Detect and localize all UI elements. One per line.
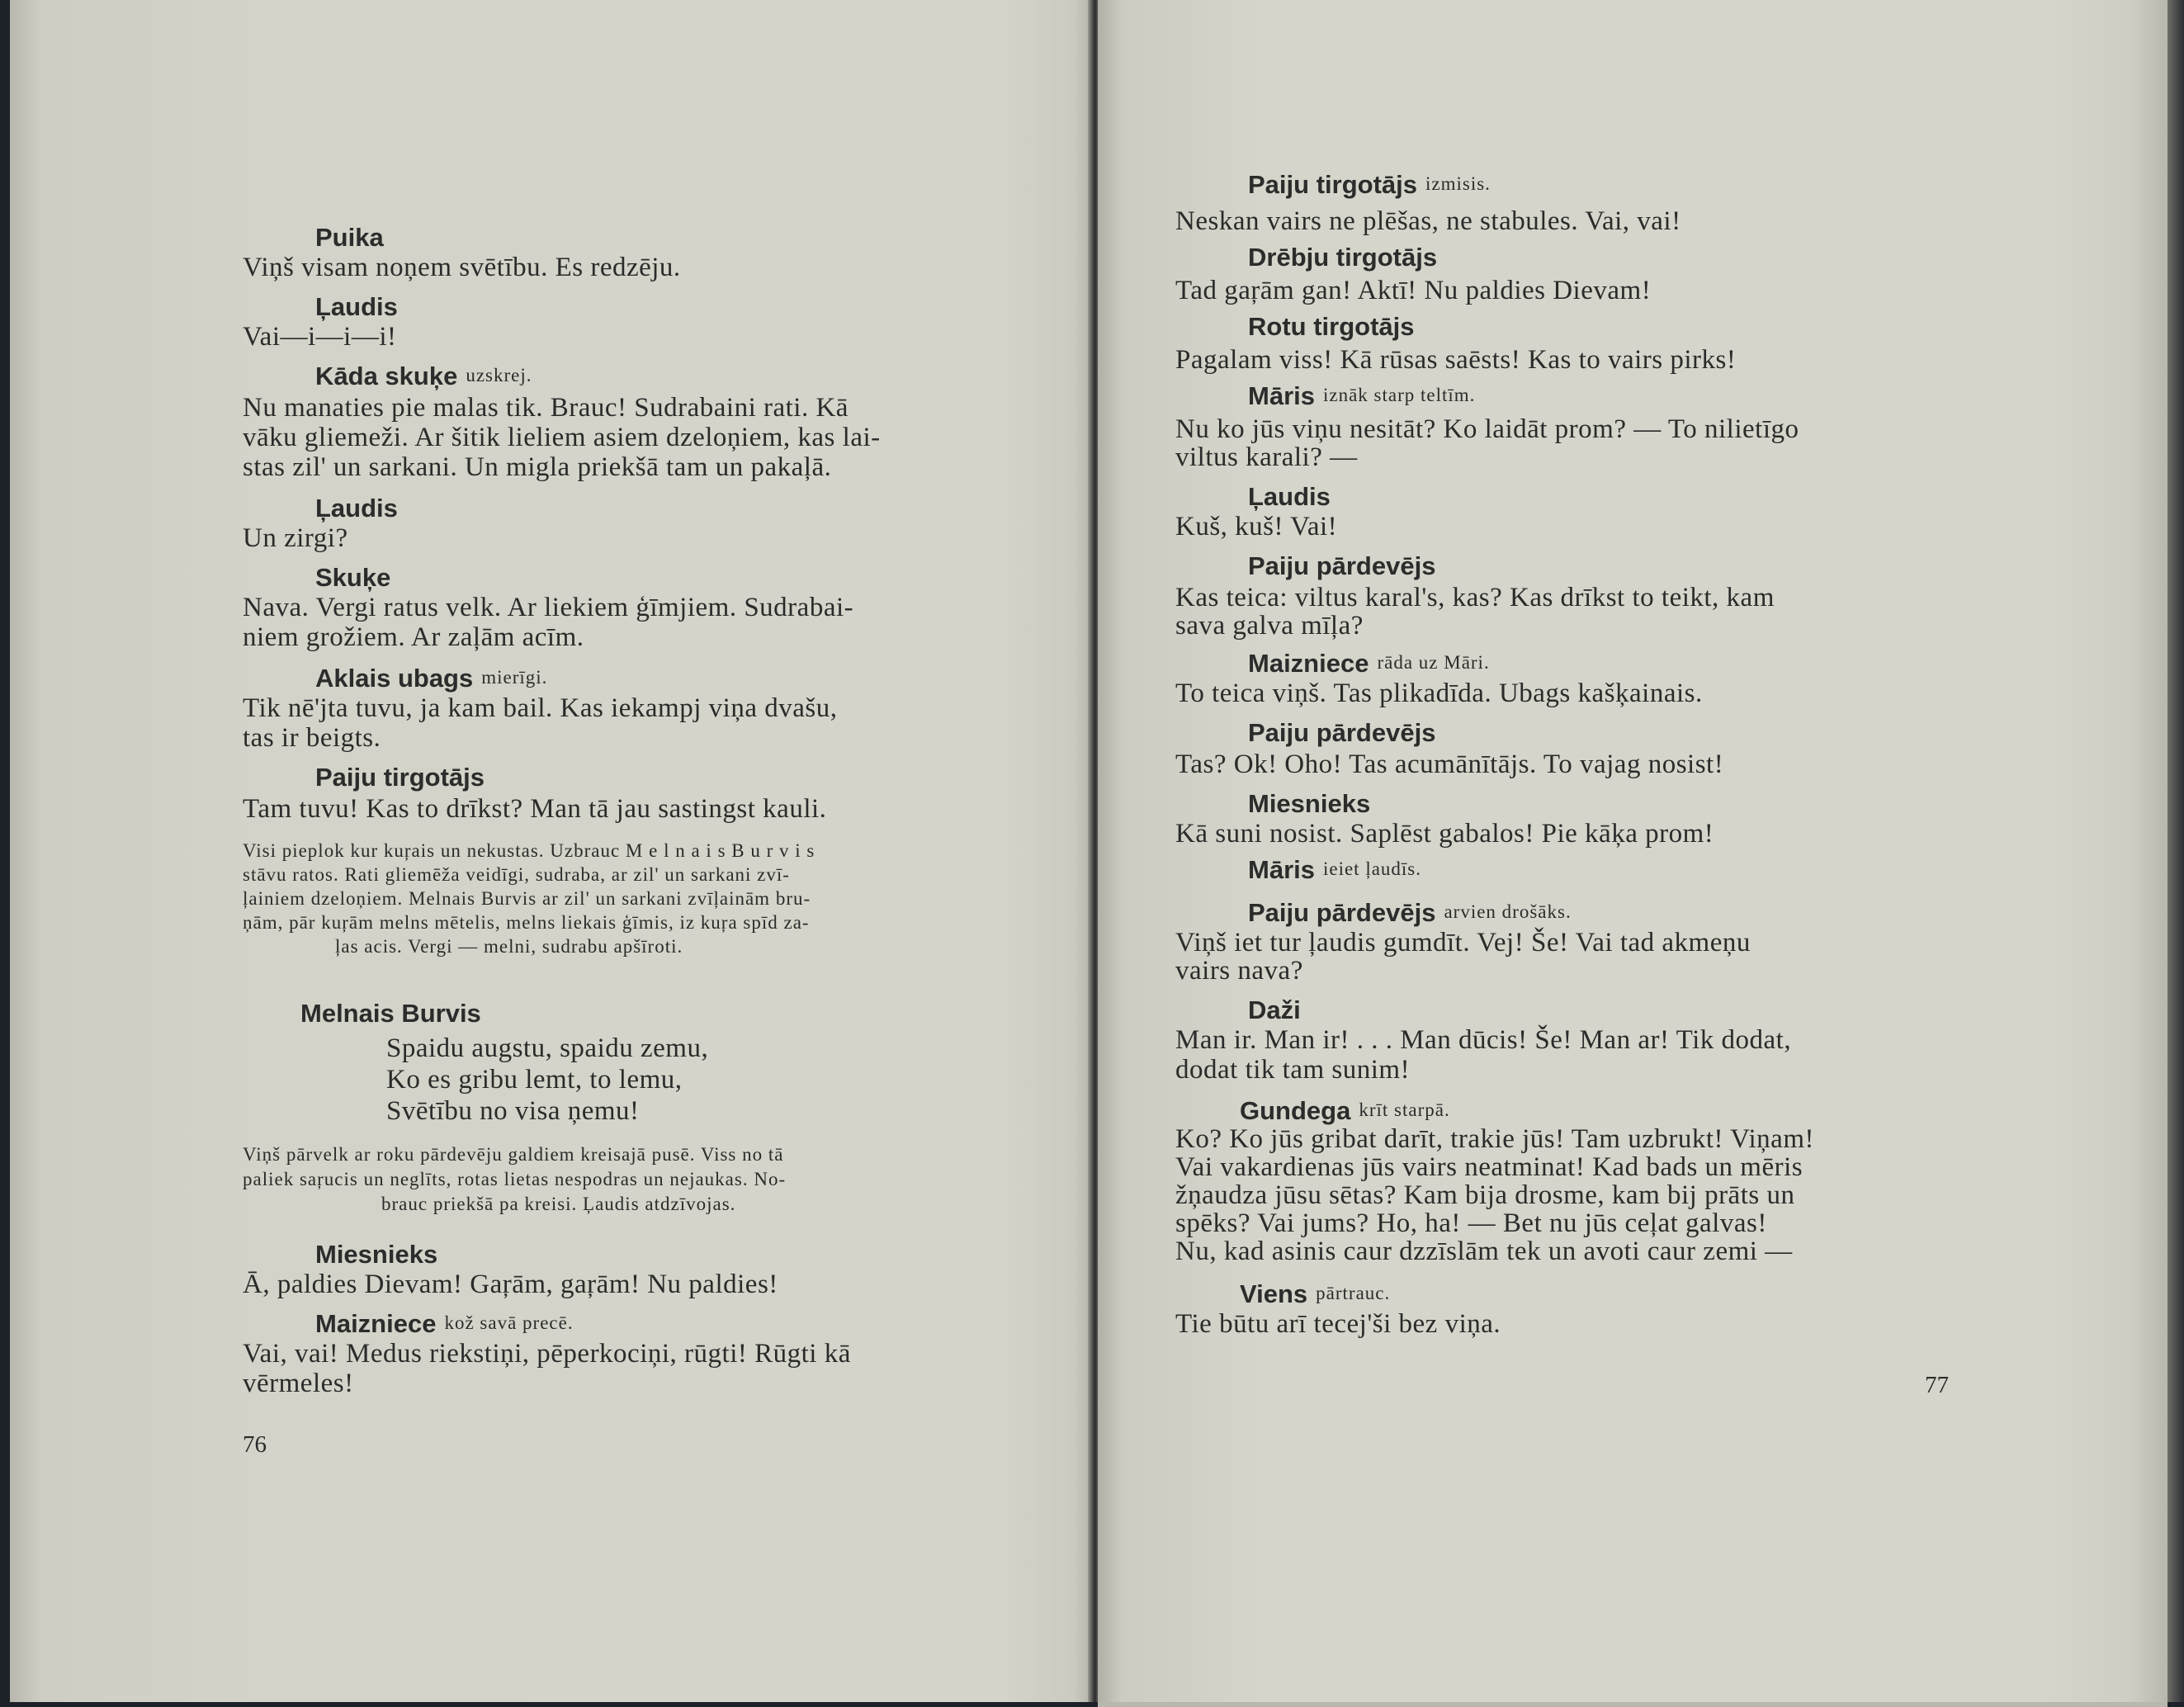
dialogue-line: vāku gliemeži. Ar šitik lieliem asiem dzeloņiem, kas lai- <box>243 423 881 452</box>
page-number: 77 <box>1925 1372 1949 1398</box>
dialogue-line: žņaudza jūsu sētas? Kam bija drosme, kam bij prāts un <box>1175 1180 1795 1210</box>
dialogue-line: Viņš visam noņem svētību. Es redzēju. <box>243 253 681 282</box>
dialogue-line: dodat tik tam sunim! <box>1175 1055 1411 1085</box>
right-page <box>1098 0 2167 1707</box>
speaker-name: Māris ieiet ļaudīs. <box>1248 855 1422 884</box>
dialogue-line: sava galva mīļa? <box>1175 611 1364 641</box>
left-page <box>10 0 1093 1702</box>
speaker-name: Kāda skuķe uzskrej. <box>315 362 532 390</box>
dialogue-line: Nu manaties pie malas tik. Brauc! Sudrabaini rati. Kā <box>243 393 849 423</box>
page-number: 76 <box>243 1431 267 1458</box>
dialogue-line: Kuš, kuš! Vai! <box>1175 512 1338 541</box>
speaker-name: Maizniece kož savā precē. <box>315 1309 574 1338</box>
dialogue-line: spēks? Vai jums? Ho, ha! — Bet nu jūs ceļat galvas! <box>1175 1208 1767 1238</box>
stage-direction-paragraph: ļas acis. Vergi — melni, sudrabu apšīroti. <box>335 936 683 957</box>
dialogue-line: Nava. Vergi ratus velk. Ar liekiem ģīmjiem. Sudrabai- <box>243 593 854 622</box>
dialogue-line: Pagalam viss! Kā rūsas saēsts! Kas to vairs pirks! <box>1175 345 1737 375</box>
speaker-name: Māris iznāk starp teltīm. <box>1248 381 1476 410</box>
dialogue-line: viltus karali? — <box>1175 442 1358 472</box>
dialogue-line: Vai, vai! Medus riekstiņi, pēperkociņi, rūgti! Rūgti kā <box>243 1339 851 1369</box>
dialogue-line: Un zirgi? <box>243 523 348 553</box>
stage-direction-paragraph: stāvu ratos. Rati gliemēža veidīgi, sudraba, ar zil' un sarkani zvī- <box>243 864 790 885</box>
speaker-name: Paiju tirgotājs izmisis. <box>1248 170 1491 199</box>
dialogue-line: Tie būtu arī tecej'ši bez viņa. <box>1175 1309 1501 1339</box>
dialogue-line: Neskan vairs ne plēšas, ne stabules. Vai, vai! <box>1175 206 1681 236</box>
verse-line: Svētību no visa ņemu! <box>386 1096 640 1126</box>
speaker-name: Aklais ubags mierīgi. <box>315 664 548 693</box>
stage-direction-paragraph: ļainiem dzeloņiem. Melnais Burvis ar zil' un sarkani zvīļainām bru- <box>243 888 811 909</box>
stage-direction: iznāk starp teltīm. <box>1322 385 1476 405</box>
dialogue-line: Viņš iet tur ļaudis gumdīt. Vej! Še! Vai tad akmeņu <box>1175 928 1751 958</box>
dialogue-line: vērmeles! <box>243 1369 354 1398</box>
speaker-name: Rotu tirgotājs <box>1248 312 1415 341</box>
speaker-name: Daži <box>1248 995 1301 1024</box>
book-edge <box>2167 0 2184 1702</box>
dialogue-line: Tam tuvu! Kas to drīkst? Man tā jau sastingst kauli. <box>243 794 827 824</box>
dialogue-line: Tik nē'jta tuvu, ja kam bail. Kas iekampj viņa dvašu, <box>243 693 838 723</box>
dialogue-line: tas ir beigts. <box>243 723 381 753</box>
speaker-name: Ļaudis <box>1248 482 1331 511</box>
stage-direction-paragraph: brauc priekšā pa kreisi. Ļaudis atdzīvojas. <box>381 1194 736 1214</box>
stage-direction: izmisis. <box>1425 173 1491 194</box>
speaker-name: Maizniece rāda uz Māri. <box>1248 649 1490 678</box>
dialogue-line: Kas teica: viltus karal's, kas? Kas drīkst to teikt, kam <box>1175 583 1775 612</box>
dialogue-line: Nu, kad asinis caur dzzīslām tek un avoti caur zemi — <box>1175 1237 1793 1266</box>
speaker-name: Puika <box>315 223 384 252</box>
speaker-name: Miesnieks <box>315 1240 438 1269</box>
speaker-name: Ļaudis <box>315 494 398 523</box>
stage-direction: mierīgi. <box>481 667 548 688</box>
stage-direction-paragraph: paliek saŗucis un neglīts, rotas lietas nespodras un nejaukas. No- <box>243 1169 787 1189</box>
stage-direction: kož savā precē. <box>444 1312 574 1333</box>
dialogue-line: Vai vakardienas jūs vairs neatminat! Kad bads un mēris <box>1175 1152 1803 1182</box>
verse-line: Ko es gribu lemt, to lemu, <box>386 1065 683 1095</box>
dialogue-line: vairs nava? <box>1175 956 1303 986</box>
dialogue-line: Ko? Ko jūs gribat darīt, trakie jūs! Tam uzbrukt! Viņam! <box>1175 1124 1814 1154</box>
speaker-name: Paiju tirgotājs <box>315 763 485 792</box>
stage-direction-paragraph: Viņš pārvelk ar roku pārdevēju galdiem kreisajā pusē. Viss no tā <box>243 1144 784 1165</box>
speaker-name: Miesnieks <box>1248 789 1371 818</box>
stage-direction: arvien drošāks. <box>1444 901 1572 922</box>
stage-direction: pārtrauc. <box>1316 1283 1391 1303</box>
dialogue-line: Tas? Ok! Oho! Tas acumānītājs. To vajag nosist! <box>1175 749 1724 779</box>
stage-direction: uzskrej. <box>466 365 532 385</box>
dialogue-line: Vai—i—i—i! <box>243 322 397 352</box>
stage-direction-paragraph: ņām, pār kuŗām melns mētelis, melns liekais ģīmis, iz kuŗa spīd za- <box>243 912 810 933</box>
dialogue-line: Nu ko jūs viņu nesitāt? Ko laidāt prom? — To nilietīgo <box>1175 414 1799 444</box>
dialogue-line: stas zil' un sarkani. Un migla priekšā tam un pakaļā. <box>243 452 832 482</box>
speaker-name: Paiju pārdevējs arvien drošāks. <box>1248 898 1572 927</box>
speaker-name: Paiju pārdevējs <box>1248 718 1436 747</box>
dialogue-line: niem grožiem. Ar zaļām acīm. <box>243 622 584 652</box>
stage-direction: ieiet ļaudīs. <box>1322 858 1422 879</box>
speaker-name: Ļaudis <box>315 292 398 321</box>
dialogue-line: To teica viņš. Tas plikadīda. Ubags kašķainais. <box>1175 679 1703 708</box>
speaker-name: Viens pārtrauc. <box>1240 1279 1391 1308</box>
speaker-name: Drēbju tirgotājs <box>1248 243 1438 272</box>
stage-direction: rāda uz Māri. <box>1377 652 1490 673</box>
verse-line: Spaidu augstu, spaidu zemu, <box>386 1033 709 1063</box>
speaker-name: Melnais Burvis <box>300 999 481 1028</box>
speaker-name: Skuķe <box>315 563 391 592</box>
speaker-name: Gundega krīt starpā. <box>1240 1096 1450 1125</box>
dialogue-line: Ā, paldies Dievam! Gaŗām, gaŗām! Nu paldies! <box>243 1270 778 1299</box>
dialogue-line: Man ir. Man ir! . . . Man dūcis! Še! Man ar! Tik dodat, <box>1175 1025 1792 1055</box>
speaker-name: Paiju pārdevējs <box>1248 551 1436 580</box>
stage-direction-paragraph: Visi pieplok kur kuŗais un nekustas. Uzbrauc M e l n a i s B u r v i s <box>243 840 815 861</box>
stage-direction: krīt starpā. <box>1359 1099 1450 1120</box>
dialogue-line: Tad gaŗām gan! Aktī! Nu paldies Dievam! <box>1175 276 1652 305</box>
dialogue-line: Kā suni nosist. Saplēst gabalos! Pie kāķa prom! <box>1175 819 1714 849</box>
